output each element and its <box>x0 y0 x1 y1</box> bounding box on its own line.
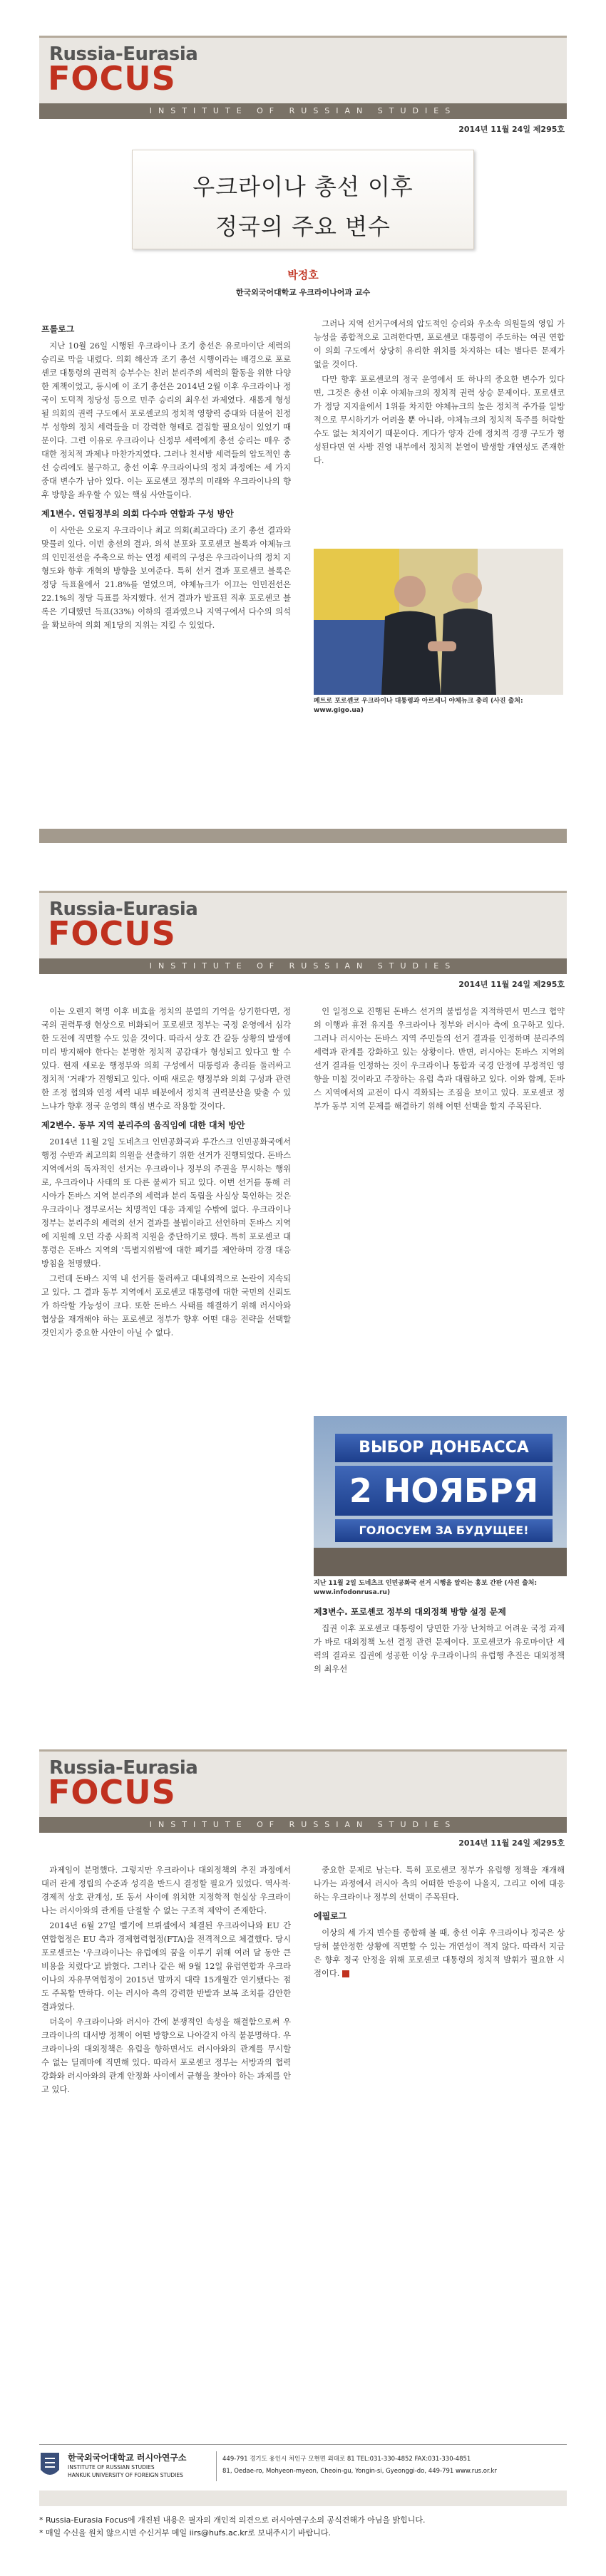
photo-poroshenko-yatsenyuk <box>314 549 563 695</box>
university-name-en: HANKUK UNIVERSITY OF FOREIGN STUDIES <box>68 2472 183 2478</box>
heading-variable-2: 제2변수. 동부 지역 분리주의 움직임에 대한 대처 방안 <box>41 1120 245 1130</box>
billboard-bottom-text: ГОЛОСУЕМ ЗА БУДУЩЕЕ! <box>335 1519 553 1542</box>
paragraph: 다만 향후 포로셴코의 정국 운영에서 또 하나의 중요한 변수가 있다면, 그것은 총선 이후 야체뉴크의 정치적 권력 상승 문제이다. 포로셴코가 정당 지지율에서 1위를 차지한 야체뉴크의 높은 정치적 주가를 일방적으로 무시하기가 어려울 뿐 아니라, 야체뉴크의 정치적 독주를 허락할 수도 없는 처지이기 때문이다. 게다가 양자 간에 정치적 경쟁 구도가 형성된다면 연 사방 진영 내부에서 정치적 분열이 발생할 개연성도 존재한다. <box>314 375 565 465</box>
brand-name: Russia-Eurasia <box>49 43 198 65</box>
epilogue-text: 이상의 세 가지 변수를 종합해 볼 때, 총선 이후 우크라이나 정국은 상당히 불안정한 상황에 직면할 수 있는 개연성이 적지 않다. 따라서 지금은 향후 정국 안정을 위해 포로셴코 대통령의 정치적 발휘가 필요한 시점이다. <box>314 1928 565 1978</box>
issue-date: 2014년 11월 24일 제295호 <box>458 1838 565 1848</box>
masthead <box>39 36 567 103</box>
footer-band <box>39 2490 567 2506</box>
photo-caption: 페트로 포로셴코 우크라이나 대통령과 아르세니 야체뉴크 총리 (사진 출처: www.gigo.ua) <box>314 698 523 714</box>
issue-date: 2014년 11월 24일 제295호 <box>458 125 565 134</box>
page1-right-column <box>314 317 565 469</box>
brand-focus: FOCUS <box>48 914 176 953</box>
page3-right-column <box>314 1863 565 1982</box>
paragraph: 그런데 돈바스 지역 내 선거를 둘러싸고 대내외적으로 논란이 지속되고 있다. 그 결과 동부 지역에서 포로셴코 대통령에 대한 국민의 신뢰도가 하락할 가능성이 크다. 또한 돈바스 사태를 해결하기 위해 러시아와 협상을 재개해야 하는 포로셴코 정부가 향후 어떤 대응 전략을 선택할 것인지가 중요한 사안이 아닐 수 없다. <box>41 1274 291 1338</box>
brand-focus: FOCUS <box>48 59 176 98</box>
photo-caption: 지난 11월 2일 도네츠크 인민공화국 선거 시행을 알리는 홍보 간판 (사진 출처: www.infodonrusa.ru) <box>314 1580 538 1596</box>
page3-left-column <box>41 1863 291 2098</box>
page2-right-column-top <box>314 1005 565 1114</box>
page1-left-column <box>41 317 291 633</box>
paragraph: 과제임이 분명했다. 그렇지만 우크라이나 대외정책의 추진 과정에서 대러 관계 정립의 수준과 성격을 반드시 결정할 필요가 있었다. 역사적·경제적 상호 관계성, 또 동서 사이에 위치한 지정학적 현실상 우크라이나는 러시아와의 관계를 단절할 수 없는 구조적 제약이 존재한다. <box>41 1866 291 1915</box>
footer-divider <box>39 2444 567 2445</box>
brand-name: Russia-Eurasia <box>49 899 198 920</box>
university-logo-icon <box>39 2451 61 2480</box>
heading-variable-3: 제3변수. 포로셴코 정부의 대외정책 방향 설정 문제 <box>314 1607 506 1617</box>
page2-left-column <box>41 1005 291 1341</box>
address-en: 81, Oedae-ro, Mohyeon-myeon, Cheoin-gu, Yongin-si, Gyeonggi-do, 449-791 www.rus.or.kr <box>222 2468 497 2475</box>
disclaimer-note: * Russia-Eurasia Focus에 개진된 내용은 필자의 개인적 의견으로 러시아연구소의 공식견해가 아님을 밝힙니다. <box>39 2515 426 2525</box>
paragraph: 중요한 문제로 남는다. 특히 포로셴코 정부가 유럽행 정책을 재개해 나가는 과정에서 러시아 측의 어떠한 반응이 나올지, 그리고 이에 대응하는 우크라이나 정부의 선택이 주목된다. <box>314 1866 565 1902</box>
paragraph: 2014년 11월 2일 도네츠크 인민공화국과 루간스크 인민공화국에서 행정 수반과 최고의회 의원을 선출하기 위한 선거가 진행되었다. 돈바스 지역에서의 독자적인 선거는 우크라이나 정부의 주권을 무시하는 행위로, 우크라이나 사태의 또 다른 불씨가 되고 있다. 이번 선거를 통해 러시아가 돈바스 지역 분리주의 세력과 분리 독립을 사실상 묵인하는 것은 우크라이나 정부로서는 치명적인 대응 과제일 수밖에 없다. 우크라이나 정부는 분리주의 세력의 선거 결과를 불법이라고 선언하며 돈바스 지역에 지원해 오던 각종 사회적 지원을 중단하기로 했다. 특히 포로셴코 대통령은 돈바스 지역의 '특별지위법'에 대한 폐기를 제안하며 강경 대응 방침을 천명했다. <box>41 1137 291 1268</box>
end-mark-icon <box>342 1970 349 1977</box>
paragraph: 집권 이후 포로셴코 대통령이 당면한 가장 난처하고 어려운 국정 과제가 바로 대외정책 노선 결정 관련 문제이다. 포로셴코가 유로마이단 세력의 결과로 집권에 성공한 이상 우크라이나의 유럽행 추진은 대외정책의 최우선 <box>314 1624 565 1674</box>
brand-name: Russia-Eurasia <box>49 1757 198 1779</box>
footer-notes <box>39 2514 425 2540</box>
author-name: 박정호 <box>287 269 319 281</box>
paragraph: 이는 오렌지 혁명 이후 비효율 정치의 분열의 기억을 상기한다면, 정국의 권력투쟁 현상으로 비화되어 포로셴코 정부는 국정 운영에서 심각한 도전에 직면할 수도 있을 것이다. 따라서 상호 간 갈등 상황의 발생에 미리 방지해야 한다는 분명한 정치적 공감대가 형성되고 있다고 할 수 있다. 현재 새로운 행정부와 의회 구성에서 대통령과 총리를 둘러싸고 정치적 '거래'가 진행되고 있다. 이때 새로운 행정부와 의회 구성과 관련한 조정 협의와 연정 세력 내부 배분에서 정치적 권력분산을 맞출 수 있느냐가 향후 정국 운영의 핵심 변수로 작용할 것이다. <box>41 1007 291 1111</box>
photo-donetsk-billboard <box>314 1416 567 1576</box>
masthead <box>39 891 567 958</box>
paragraph: 이 사안은 오로지 우크라이나 최고 의회(최고라다) 조기 총선 결과와 맞물려 있다. 이번 총선의 결과, 의석 분포와 포로셴코 블록과 야체뉴크의 인민전선을 주축으로 하는 연정 세력의 구성은 우크라이나의 정치 지형도와 향후 개혁의 방향을 보여준다. 특히 선거 결과 포로셴코 블록은 정당 득표율에서 21.8%를 얻었으며, 야체뉴크가 이끄는 인민전선은 22.1%의 정당 득표를 차지했다. 선거 결과가 발표된 직후 포로셴코 블록은 기대했던 득표(33%) 이하의 결과였으나 지역구에서 다수의 의석을 확보하여 의회 제1당의 지위는 지킬 수 있었다. <box>41 526 291 630</box>
paragraph: 더욱이 우크라이나와 러시아 간에 분쟁적인 속성을 해결함으로써 우크라이나의 대서방 정책이 어떤 방향으로 나아갈지 아직 불분명하다. 우크라이나의 대외정책은 유럽을 향하면서도 러시아와의 관계를 무시할 수 없는 딜레마에 직면해 있다. 따라서 포로셴코 정부는 서방과의 협력 강화와 러시아와의 관계 안정화 사이에서 균형을 찾아야 하는 과제를 안고 있다. <box>41 2017 291 2094</box>
institute-bar: INSTITUTE OF RUSSIAN STUDIES <box>39 958 567 974</box>
paragraph: 인 일정으로 진행된 돈바스 선거의 불법성을 지적하면서 민스크 협약의 이행과 휴전 유지를 우크라이나 정부와 러시아 측에 요구하고 있다. 그러나 러시아는 돈바스 지역 주민들의 선거 결과를 인정하며 분리주의 세력과 관계를 강화하고 있는 상황이다. 반면, 러시아는 돈바스 지역의 선거 결과를 인정하는 것이 우크라이나 통합과 국경 안정에 부정적인 영향을 미칠 것이라고 주장하는 유럽 측과 대립하고 있다. 이와 함께, 돈바스 지역에서의 교전이 다시 격화되는 조짐을 보이고 있다. 포로셴코 정부가 동부 지역 문제를 해결하기 위해 어떤 선택을 할지 주목된다. <box>314 1007 565 1111</box>
author-affiliation: 한국외국어대학교 우크라이나어과 교수 <box>235 288 371 297</box>
address-ko: 449-791 경기도 용인시 처인구 모현면 외대로 81 TEL:031-330-4852 FAX:031-330-4851 <box>222 2456 471 2463</box>
brand-focus: FOCUS <box>48 1773 176 1811</box>
heading-prologue: 프롤로그 <box>41 324 75 334</box>
institute-bar: INSTITUTE OF RUSSIAN STUDIES <box>39 1817 567 1833</box>
heading-epilogue: 에필로그 <box>314 1911 347 1921</box>
paragraph: 2014년 6월 27일 벨기에 브뤼셀에서 체결된 우크라이나와 EU 간 연합협정은 EU 측과 경제협력협정(FTA)을 전격적으로 체결했다. 당시 포로셴코는 '우크라이나는 유럽에의 꿈을 이루기 위해 여러 달 동안 큰 비용을 치렀다'고 밝혔다. 그러나 같은 해 9월 12일 유럽연합과 우크라이나의 자유무역협정이 2015년 말까지 대략 15개월간 연기됐다는 점도 주목할 만하다. 이는 러시아 측의 강력한 반발과 보복 조치를 감안한 결과였다. <box>41 1921 291 2012</box>
title-box <box>132 150 474 249</box>
page-footer-bar <box>39 829 567 843</box>
heading-variable-1: 제1변수. 연립정부의 의회 다수파 연합과 구성 방안 <box>41 509 234 519</box>
footer-separator <box>216 2451 217 2481</box>
masthead <box>39 1749 567 1817</box>
page-3 <box>0 1714 606 2576</box>
page2-right-column-bottom <box>314 1600 565 1677</box>
billboard-date-text: 2 НОЯБРЯ <box>335 1466 553 1516</box>
institute-name-ko: 한국외국어대학교 러시아연구소 <box>68 2453 187 2463</box>
paragraph: 지난 10월 26일 시행된 우크라이나 조기 총선은 유로마이단 세력의 승리로 막을 내렸다. 의회 해산과 조기 총선 시행이라는 배경으로 포로셴코 대통령의 권력적 승부수는 친러 분리주의 세력의 활동을 위한 다양한 계책이었고, 동시에 이 조기 총선은 2014년 2월 이후 우크라이나 정국이 도덕적 정당성 등으로 민주 승리의 최우선 과제였다. 새롭게 형성될 의회의 권력 구도에서 포로셴코의 정치적 영향력 증대와 더불어 친정부 성향의 정치 세력들을 더 강력한 형태로 결집할 필요성이 있었기 때문이다. 그런 이유로 우크라이나 신정부 세력에게 총선 승리는 매우 중대한 정치적 과제나 마찬가지였다. 그러나 친서방 세력들의 압도적인 총선 승리에도 불구하고, 총선 이후 우크라이나의 정치 과정에는 세 가지 중대 변수가 남아 있다. 이는 포로셴코 정부의 미래와 우크라이나의 향후 방향을 좌우할 수 있는 핵심 사안들이다. <box>41 341 291 500</box>
paragraph <box>314 1926 565 1980</box>
institute-bar: INSTITUTE OF RUSSIAN STUDIES <box>39 103 567 119</box>
title-line-1: 우크라이나 총선 이후 <box>192 173 414 200</box>
issue-date: 2014년 11월 24일 제295호 <box>458 980 565 989</box>
unsubscribe-note: * 매일 수신을 원치 않으시면 수신거부 메일 iirs@hufs.ac.kr로 보내주시기 바랍니다. <box>39 2528 331 2538</box>
institute-name-en: INSTITUTE OF RUSSIAN STUDIES <box>68 2464 155 2471</box>
page-1 <box>0 0 606 855</box>
page-2 <box>0 855 606 1714</box>
title-line-2: 정국의 주요 변수 <box>215 213 391 240</box>
billboard-top-text: ВЫБОР ДОНБАССА <box>335 1434 553 1462</box>
paragraph: 그러나 지역 선거구에서의 압도적인 승리와 우소속 의원들의 영입 가능성을 종합적으로 고려한다면, 포로셴코 대통령이 주도하는 여권 연합이 의회 구도에서 상당히 유리한 위치를 차지하는 데는 별다른 문제가 없을 것이다. <box>314 319 565 369</box>
